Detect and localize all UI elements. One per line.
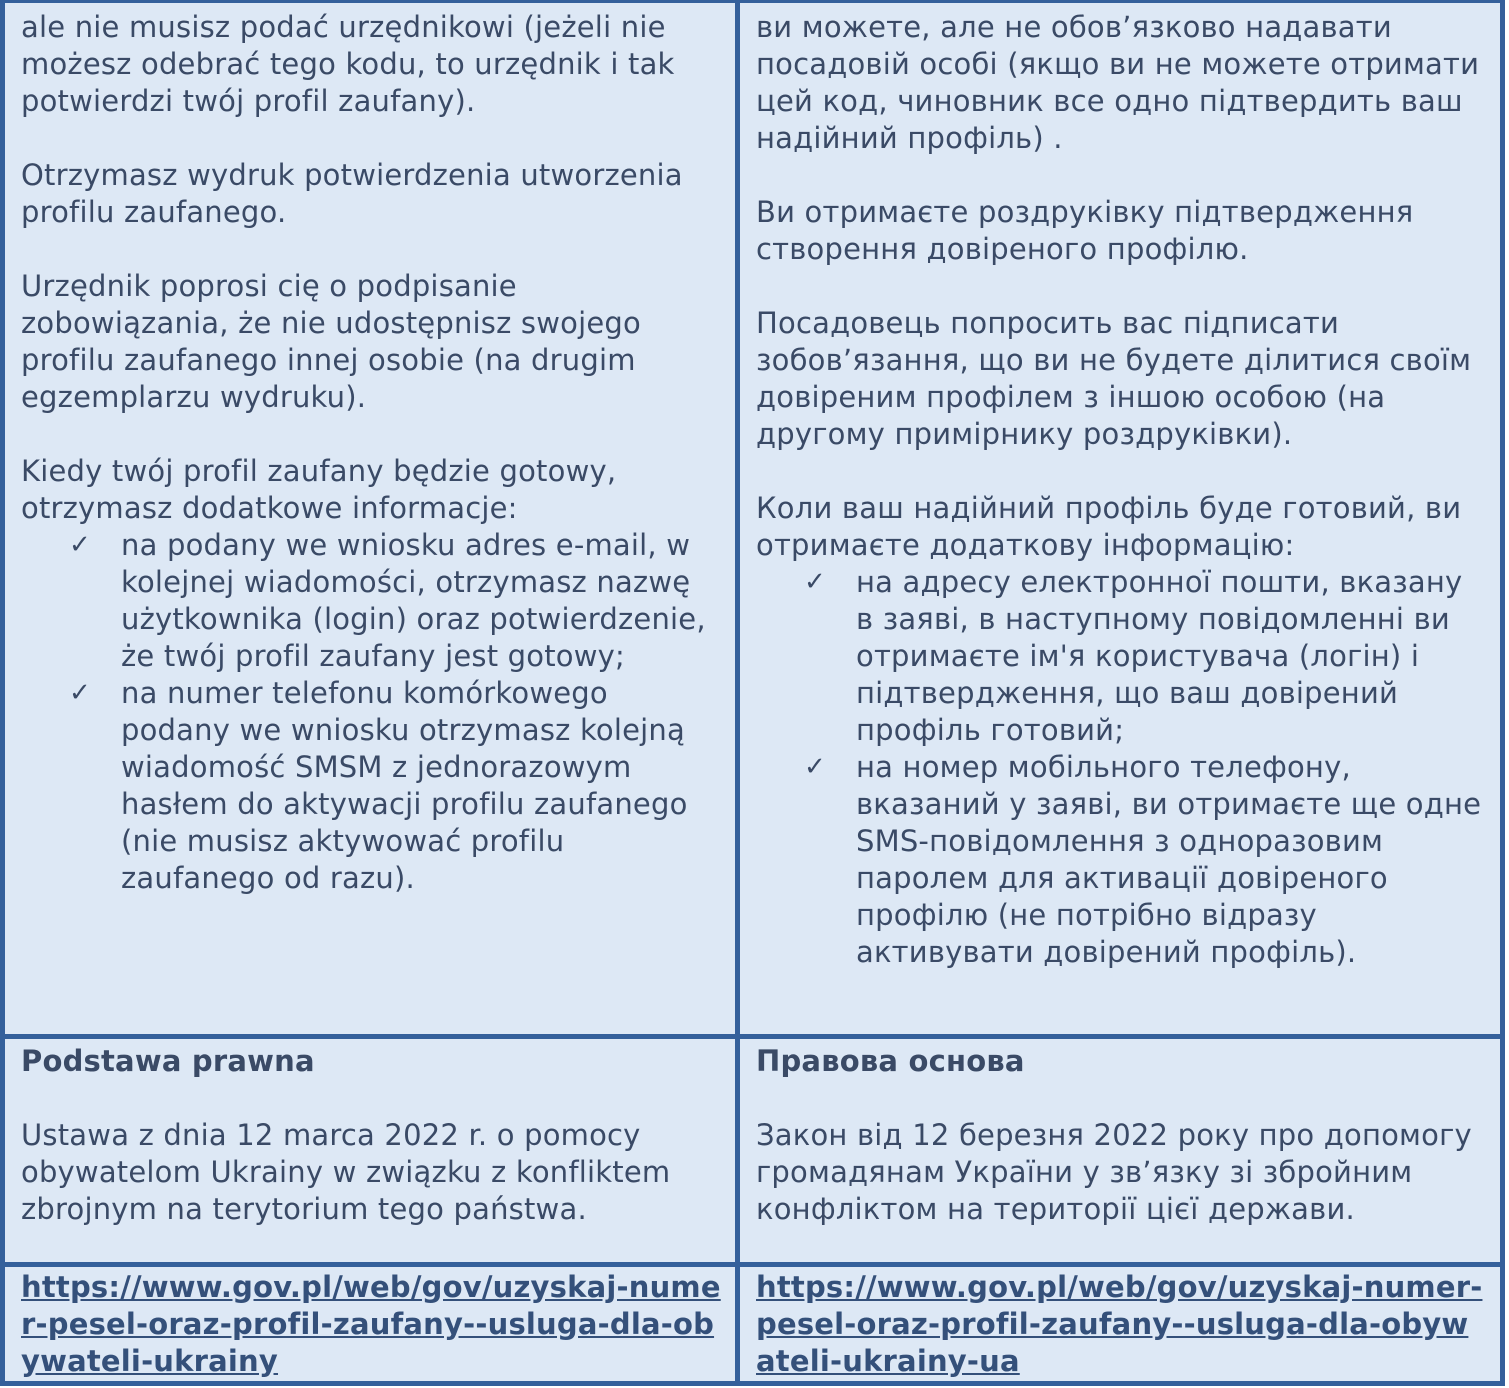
pl-checklist-item-email-text: na podany we wniosku adres e-mail, w kolejnej wiadomości, otrzymasz nazwę użytkownika (login) oraz potwierdzenie, że twój profil zaufany jest gotowy; xyxy=(121,528,706,673)
pl-checklist-item-email xyxy=(69,527,721,675)
legal-basis-row xyxy=(3,1036,1503,1264)
ua-ready-block xyxy=(756,490,1486,971)
checkmark-icon: ✓ xyxy=(804,752,826,782)
pl-checklist-item-sms xyxy=(69,675,721,897)
pl-link-cell xyxy=(3,1264,738,1383)
ua-intro-text: ви можете, але не обов’язково надавати посадовій особі (якщо ви не можете отримати цей код, чиновник все одно підтвердить ваш надійний профіль) . xyxy=(756,10,1480,155)
links-row xyxy=(3,1264,1503,1383)
pl-sign-text: Urzędnik poprosi cię o podpisanie zobowiązania, że nie udostępnisz swojego profilu zaufanego innej osobie (na drugim egzemplarzu wydruku). xyxy=(21,269,641,414)
ua-checklist-item-sms-text: на номер мобільного телефону, вказаний у заяві, ви отримаєте ще одне SMS-повідомлення з одноразовим паролем для активації довіреного профілю (не потрібно відразу активувати довірений профіль). xyxy=(856,750,1482,969)
pl-legal-cell xyxy=(3,1036,738,1264)
ua-legal-cell xyxy=(738,1036,1503,1264)
ua-printout-text: Ви отримаєте роздруківку підтвердження створення довіреного профілю. xyxy=(756,195,1414,266)
ua-checklist-item-email xyxy=(804,564,1486,749)
pl-checklist-item-sms-text: na numer telefonu komórkowego podany we wniosku otrzymasz kolejną wiadomość SMSM z jednorazowym hasłem do aktywacji profilu zaufanego (nie musisz aktywować profilu zaufanego od razu). xyxy=(121,676,688,895)
checkmark-icon: ✓ xyxy=(69,530,91,560)
pl-ready-block xyxy=(21,453,721,897)
ua-legal-heading: Правова основа xyxy=(756,1043,1025,1078)
pl-printout-text: Otrzymasz wydruk potwierdzenia utworzenia profilu zaufanego. xyxy=(21,158,683,229)
ua-sign-text: Посадовець попросить вас підписати зобов’язання, що ви не будете ділитися своїм довіреним профілем з іншою особою (на другому примірнику роздруківки). xyxy=(756,306,1472,451)
pl-legal-text: Ustawa z dnia 12 marca 2022 r. o pomocy obywatelom Ukrainy w związku z konfliktem zbrojnym na terytorium tego państwa. xyxy=(21,1117,671,1226)
ua-service-link[interactable]: https://www.gov.pl/web/gov/uzyskaj-numer-pesel-oraz-profil-zaufany--usluga-dla-obywateli-ukrainy-ua xyxy=(756,1269,1483,1378)
ukrainian-instructions-cell xyxy=(738,2,1503,1037)
ua-checklist-item-sms xyxy=(804,749,1486,971)
checkmark-icon: ✓ xyxy=(69,678,91,708)
instructions-row xyxy=(3,2,1503,1037)
ua-checklist-item-email-text: на адресу електронної пошти, вказану в заяві, в наступному повідомленні ви отримаєте ім'я користувача (логін) і підтвердження, що ваш довірений профіль готовий; xyxy=(856,565,1463,747)
ua-link-cell xyxy=(738,1264,1503,1383)
checkmark-icon: ✓ xyxy=(804,567,826,597)
pl-ready-text: Kiedy twój profil zaufany będzie gotowy, otrzymasz dodatkowe informacje: xyxy=(21,454,617,525)
polish-instructions-cell xyxy=(3,2,738,1037)
pl-checklist xyxy=(21,527,721,897)
pl-legal-heading: Podstawa prawna xyxy=(21,1043,315,1078)
pl-intro-text: ale nie musisz podać urzędnikowi (jeżeli nie możesz odebrać tego kodu, to urzędnik i tak potwierdzi twój profil zaufany). xyxy=(21,10,675,118)
ua-checklist xyxy=(756,564,1486,971)
ua-legal-text: Закон від 12 березня 2022 року про допомогу громадянам України у зв’язку зі збройним конфліктом на території цієї держави. xyxy=(756,1117,1472,1226)
pl-service-link[interactable]: https://www.gov.pl/web/gov/uzyskaj-numer-pesel-oraz-profil-zaufany--usluga-dla-obywateli-ukrainy xyxy=(21,1269,721,1378)
ua-ready-text: Коли ваш надійний профіль буде готовий, ви отримаєте додаткову інформацію: xyxy=(756,491,1462,562)
